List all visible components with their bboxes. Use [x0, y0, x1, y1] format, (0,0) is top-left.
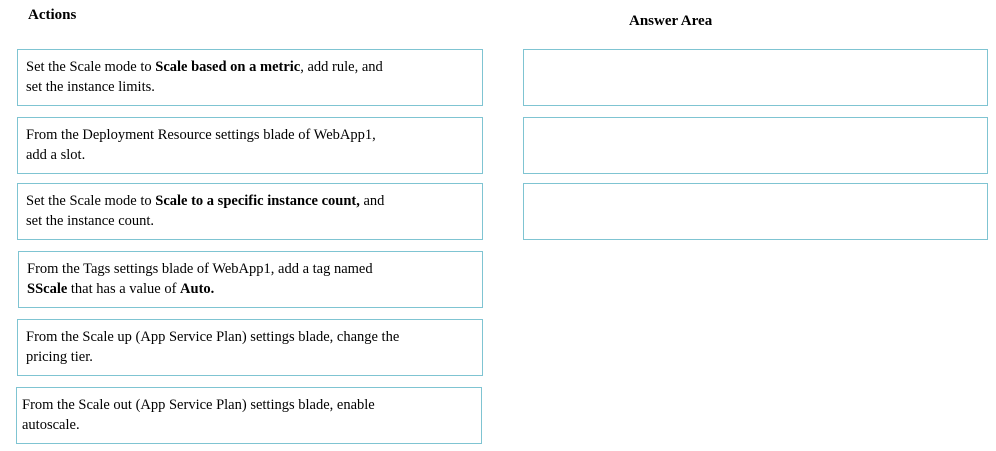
- action-text: From the Tags settings blade of WebApp1, add a tag named: [27, 261, 373, 277]
- action-text: , add rule, and: [300, 59, 383, 75]
- action-item-add-deployment-slot[interactable]: [17, 117, 483, 174]
- action-text-bold: Scale to a specific instance count,: [155, 193, 360, 209]
- answer-slot[interactable]: [523, 49, 988, 106]
- action-item-scale-based-on-metric[interactable]: [17, 49, 483, 106]
- action-text: From the Deployment Resource settings blade of WebApp1,: [26, 127, 376, 143]
- action-text: From the Scale out (App Service Plan) settings blade, enable: [22, 397, 375, 413]
- action-text: From the Scale up (App Service Plan) settings blade, change the: [26, 329, 400, 345]
- action-text: pricing tier.: [26, 349, 93, 365]
- action-item-add-tag-sscale[interactable]: [18, 251, 483, 308]
- action-text-bold: Auto.: [180, 281, 215, 297]
- action-text: add a slot.: [26, 147, 86, 163]
- action-text: autoscale.: [22, 417, 80, 433]
- action-text: and: [359, 193, 385, 209]
- action-text: set the instance limits.: [26, 79, 155, 95]
- action-text: Set the Scale mode to: [26, 59, 156, 75]
- action-text-bold: Scale based on a metric: [155, 59, 301, 75]
- action-text: Set the Scale mode to: [26, 193, 156, 209]
- answer-area-heading: Answer Area: [629, 13, 713, 29]
- action-text: that has a value of: [67, 281, 181, 297]
- actions-heading: Actions: [28, 7, 77, 23]
- action-text: set the instance count.: [26, 213, 155, 229]
- action-text-bold: SScale: [27, 281, 68, 297]
- action-item-scale-up-pricing-tier[interactable]: [17, 319, 483, 376]
- answer-slot[interactable]: [523, 183, 988, 240]
- answer-slot[interactable]: [523, 117, 988, 174]
- action-item-scale-out-enable-autoscale[interactable]: [16, 387, 482, 444]
- action-item-scale-to-instance-count[interactable]: [17, 183, 483, 240]
